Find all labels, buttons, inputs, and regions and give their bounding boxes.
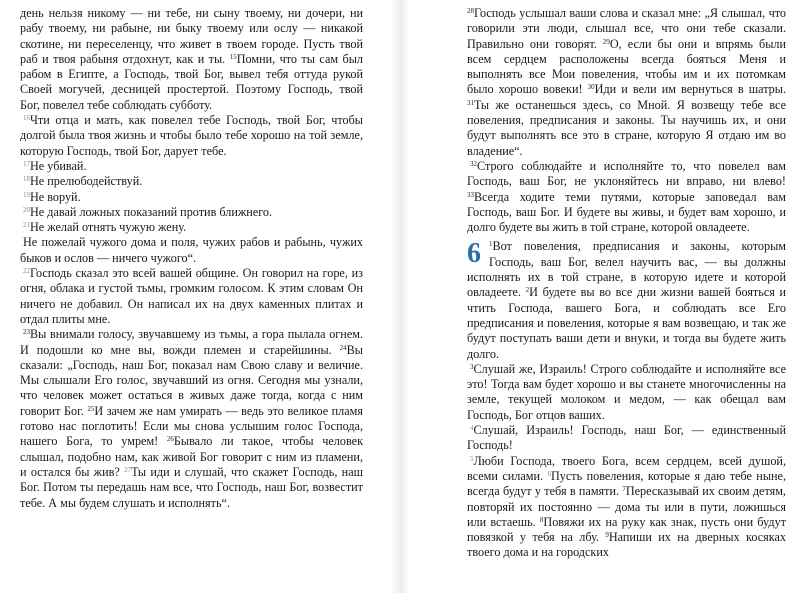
verse-4: $^4$Слушай, Израиль! Господь, наш Бог, — единственный Господь! (467, 423, 786, 453)
paragraph: Не пожелай чужого дома и поля, чужих рабов и рабынь, чужих быков и ослов — ничего чужого“. (20, 235, 363, 265)
verse-22: $^{22}$Господь сказал это всей вашей общине. Он говорил на горе, из огня, облака и густой тьмы, громким голосом. К этим словам Он ничего не добавил. Он написал их на двух каменных плитах и отдал плиты мне. (20, 266, 363, 326)
paragraph: день нельзя никому — ни тебе, ни сыну твоему, ни дочери, ни рабу твоему, ни рабыне, ни быку твоему или ослу — никакой скотине, ни переселенцу, что живет в твоем городе. Пусть твой раб и твоя рабыня отдохнут, как и ты. $^{15}$Помни, что ты сам был рабом в Египте, а Господь, твой Бог, вывел тебя оттуда рукой Своей могучей, десницей простертой. Поэтому Господь, твой Бог, повелел тебе соблюдать субботу. (20, 6, 363, 112)
verse-32: $^{32}$Строго соблюдайте и исполняйте то, что повелел вам Господь, ваш Бог, не уклоняйтесь ни вправо, ни влево! $^{33}$Всегда ходите теми путями, которые заповедал вам Господь, ваш Бог. И будете вы живы, и будет вам хорошо, и долго будете вы жить в той стране, которой овладеете. (467, 158, 786, 235)
verse-19: $^{19}$Не воруй. (23, 189, 81, 204)
left-page (0, 0, 395, 593)
verse-20: $^{20}$Не давай ложных показаний против ближнего. (23, 204, 273, 219)
verse-5: $^5$Люби Господа, твоего Бога, всем сердцем, всей душой, всеми силами. $^6$Пусть повеления, которые я даю тебе ныне, всегда будут у тебя в памяти. $^7$Пересказывай их своим детям, повторяй их постоянно — дома ты или в пути, ложишься или встаешь. $^8$Повяжи их на руку как знак, пусть они будут повязкой у тебя на лбу. $^9$Напиши их на дверных косяках твоего дома и на городских (467, 453, 786, 560)
verse-21: $^{21}$Не желай отнять чужую жену. (23, 220, 187, 235)
verse-17: $^{17}$Не убивай. (23, 158, 87, 173)
chapter-number: 6 (467, 238, 481, 270)
verse-28: $^{28}$Господь услышал ваши слова и сказал мне: „Я слышал, что говорили эти люди, слышал все, что они тебе сказали. Правильно они говорят. $^{29}$О, если бы они и впрямь были всем сердцем расположены всегда бояться Меня и выполнять все Мои повеления, чтобы им и их потомкам было хорошо вовеки! $^{30}$Иди и вели им вернуться в шатры. $^{31}$Ты же останешься здесь, со Мной. Я возвещу тебе все повеления, предписания и законы. Ты научишь их, и они будут выполнять все это в стране, которую Я отдаю им во владение“. (467, 6, 787, 158)
verse-18: $^{18}$Не прелюбодействуй. (23, 174, 143, 189)
verse-16: $^{16}$Чти отца и мать, как повелел тебе Господь, твой Бог, чтобы долгой была твоя жизнь и чтобы было тебе хорошо на той земле, которую Господь, твой Бог, дарует тебе. (20, 113, 363, 158)
verse-3: $^3$Слушай же, Израиль! Строго соблюдайте и исполняйте все это! Тогда вам будет хорошо и вы станете многочисленны на земле, текущей молоком и медом, — как обещал вам Господь, Бог отцов ваших. (467, 361, 786, 422)
verse-23: $^{23}$Вы внимали голосу, звучавшему из тьмы, а гора пылала огнем. И подошли ко мне вы, вожди племен и старейшины. $^{24}$Вы сказали: „Господь, наш Бог, показал нам Свою славу и величие. Мы слышали Его голос, звучавший из огня. Сегодня мы узнали, что человек может остаться в живых даже тогда, когда с ним говорит Бог. $^{25}$И зачем же нам умирать — ведь это великое пламя готово нас поглотить! Если мы снова услышим голос Господа, нашего Бога, то умрем! $^{26}$Бывало ли такое, чтобы человек слышал, подобно нам, как живой Бог говорит с ним из пламени, и остался бы жив? $^{27}$Ты иди и слушай, что скажет Господь, наш Бог. Потом ты передашь нам все, что Господь, наш Бог, возвестит тебе. А мы будем слушать и исполнять“. (20, 327, 363, 510)
right-page (405, 0, 800, 593)
chapter-6-start: 6 $^1$Вот повеления, предписания и законы, которым Господь, ваш Бог, велел научить вас, — вы должны исполнять их в той стране, в которую идете и которой овладеете. $^2$И будете вы во все дни жизни вашей бояться и чтить Господа, вашего Бога, и соблюдать все Его предписания и повеления, которые я вам возвещаю, и так же будут поступать ваши дети и внуки, и тогда вы будете жить долго. (467, 238, 786, 361)
